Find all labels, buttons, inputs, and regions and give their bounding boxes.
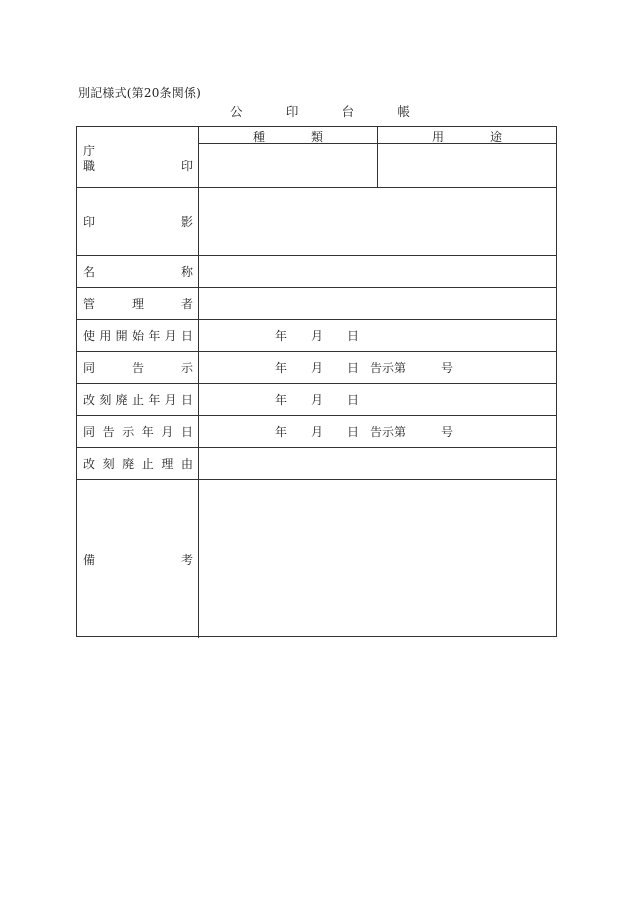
title-char: 印 [285,104,299,119]
ledger-table: 種 類 用 途 庁 職 印 印 影 名 称 管 理 者 使 用 開 始 年 月 日 同 告 示 改 刻 廃 止 年 月 日 同 告 示 年 月 日 改 刻 廃 止 理 由 備 考 年 月 日 年 月 日 告示第 号 年 月 日 年 月 日 告示第 号 [76,126,557,637]
form-caption: 別記様式(第20条関係) [78,86,202,100]
label-office-seal-line1: 庁 [83,144,96,158]
row-divider [77,319,556,320]
form-title [200,102,460,120]
label-name: 名 称 [83,264,193,279]
row-divider [77,187,556,188]
row-divider [77,351,556,352]
label-notice: 同 告 示 [83,360,193,375]
column-divider [377,127,378,187]
label-manager: 管 理 者 [83,296,193,311]
row-divider [77,447,556,448]
title-char: 公 [230,104,243,119]
title-char: 台 [341,104,355,119]
row-divider [77,255,556,256]
row-divider [77,415,556,416]
label-start-date: 使 用 開 始 年 月 日 [83,328,193,343]
row-divider [77,383,556,384]
row-divider [77,479,556,480]
row-divider [198,143,556,144]
row-divider [77,287,556,288]
label-impression: 印 影 [83,214,193,229]
header-type: 種 類 [253,130,323,144]
label-office-seal-line2: 職 印 [83,158,193,173]
label-abolish-date: 改 刻 廃 止 年 月 日 [83,392,193,407]
label-notice-date: 同 告 示 年 月 日 [83,424,193,439]
label-remarks: 備 考 [83,552,193,567]
header-use: 用 途 [432,130,502,144]
label-abolish-reason: 改 刻 廃 止 理 由 [83,456,193,471]
title-char: 帳 [397,104,410,119]
